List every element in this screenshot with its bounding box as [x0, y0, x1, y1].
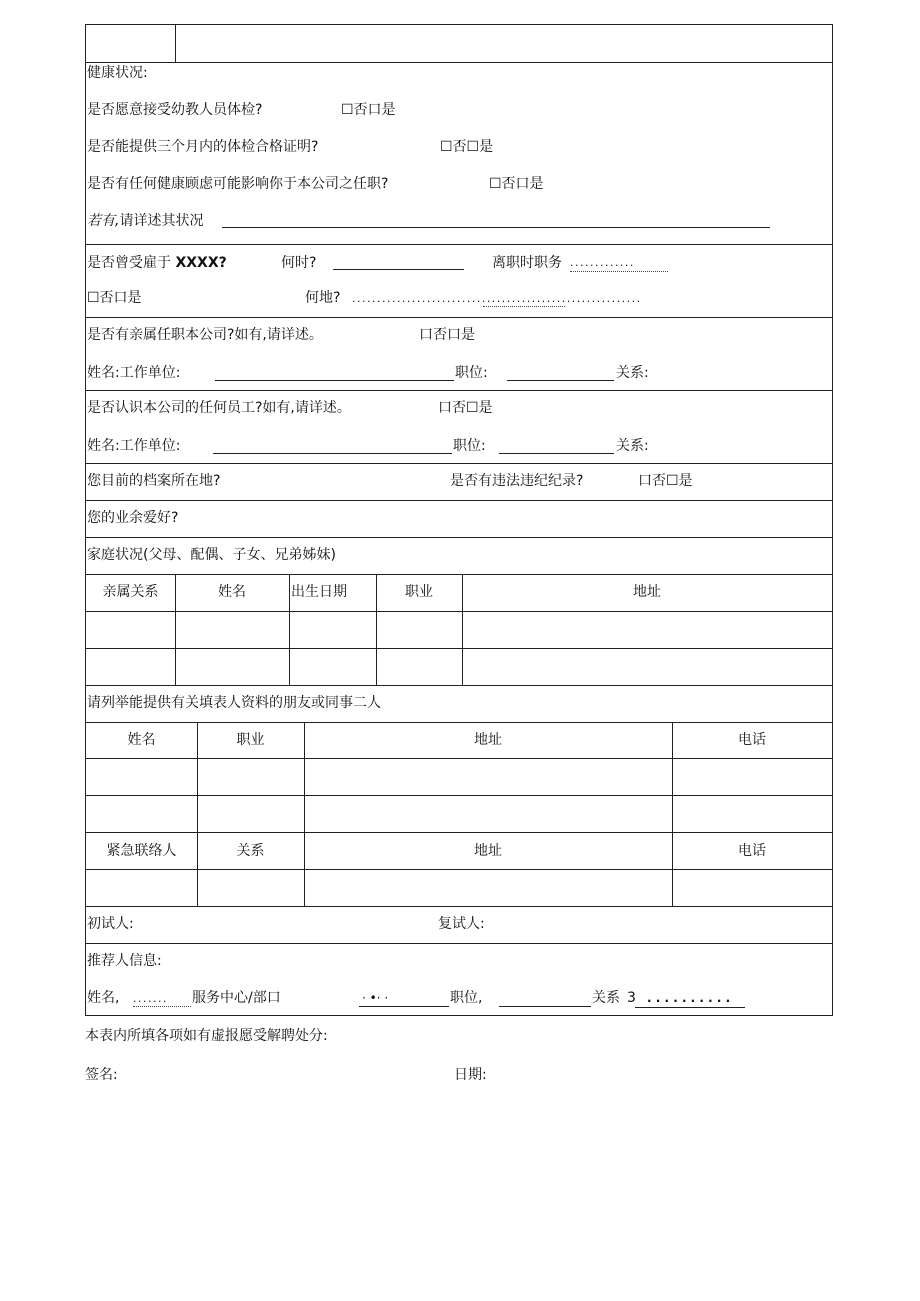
- row-divider: [86, 574, 832, 575]
- row-divider: [86, 317, 832, 318]
- health-detail-field[interactable]: [222, 227, 770, 228]
- row-divider: [86, 648, 832, 649]
- acquaintance-checkbox[interactable]: 口否☐是: [438, 400, 493, 416]
- row-divider: [86, 537, 832, 538]
- row-divider: [86, 244, 832, 245]
- health-q1-checkbox[interactable]: ☐否口是: [341, 102, 396, 118]
- col-divider: [197, 722, 198, 906]
- health-q2: 是否能提供三个月内的体检合格证明?: [87, 139, 319, 155]
- family-header-address: 地址: [633, 584, 661, 600]
- employment-company: XXXX?: [175, 255, 227, 271]
- family-title: 家庭状况(父母、配偶、子女、兄弟姊妹): [87, 547, 336, 563]
- referrer-name-label: 姓名,: [87, 990, 120, 1006]
- referrer-position-label: 职位,: [450, 990, 483, 1006]
- col-divider: [175, 25, 176, 62]
- row-divider: [86, 611, 832, 612]
- acquaintance-unit-field[interactable]: [213, 453, 452, 454]
- employment-position-label: 离职时职务: [492, 255, 562, 271]
- employment-checkbox[interactable]: ☐否口是: [87, 290, 142, 306]
- family-header-occupation: 职业: [405, 584, 433, 600]
- employment-question: [87, 254, 227, 272]
- referrer-relation-label: 关系: [592, 990, 620, 1006]
- employment-where-label: 何地?: [305, 290, 341, 306]
- first-interviewer-label: 初试人:: [87, 916, 134, 932]
- row-divider: [86, 500, 832, 501]
- date-label: 日期:: [454, 1067, 487, 1083]
- emergency-header-phone: 电话: [738, 843, 766, 859]
- referrer-relation-field[interactable]: [635, 1007, 745, 1008]
- family-header-relation: 亲属关系: [102, 584, 159, 600]
- health-detail-label: [87, 212, 203, 230]
- health-detail-prefix: 若有,: [87, 213, 120, 229]
- relatives-name-unit-label: 姓名:工作单位:: [87, 365, 181, 381]
- record-question: 是否有违法违纪纪录?: [450, 473, 584, 489]
- emergency-header-relation: 关系: [236, 843, 265, 859]
- record-checkbox[interactable]: 口否☐是: [638, 473, 693, 489]
- employment-q-prefix: 是否曾受雇于: [87, 255, 171, 271]
- referrer-dept-label: 服务中心/部口: [192, 990, 281, 1006]
- references-header-address: 地址: [474, 732, 502, 748]
- signature-label: 签名:: [85, 1067, 118, 1083]
- hobby-question: 您的业余爱好?: [87, 510, 179, 526]
- referrer-label: 推荐人信息:: [87, 953, 162, 969]
- employment-where-field[interactable]: [483, 306, 565, 307]
- referrer-relation-value: 3: [627, 990, 636, 1006]
- employment-position-field[interactable]: [570, 271, 668, 272]
- row-divider: [86, 906, 832, 907]
- referrer-dept-field[interactable]: [359, 1006, 449, 1007]
- family-header-birthdate: 出生日期: [291, 584, 347, 600]
- relatives-question: 是否有亲属任职本公司?如有,请详述。: [87, 327, 323, 343]
- employment-when-label: 何时?: [281, 255, 317, 271]
- health-q3: 是否有任何健康顾虑可能影响你于本公司之任职?: [87, 176, 389, 192]
- emergency-header-contact: 紧急联络人: [106, 843, 177, 859]
- employment-position-dots: . . . . . . . . . . . . .: [570, 256, 633, 269]
- relatives-relation-label: 关系:: [616, 365, 649, 381]
- relatives-position-field[interactable]: [507, 380, 614, 381]
- col-divider: [672, 722, 673, 906]
- referrer-name-field[interactable]: [133, 1006, 191, 1007]
- second-interviewer-label: 复试人:: [438, 916, 485, 932]
- employment-when-field[interactable]: [333, 269, 464, 270]
- references-header-phone: 电话: [738, 732, 766, 748]
- declaration-text: 本表内所填各项如有虚报愿受解聘处分:: [85, 1028, 328, 1044]
- acquaintance-position-label: 职位:: [453, 438, 486, 454]
- relatives-checkbox[interactable]: 口否口是: [419, 327, 475, 343]
- family-header-name: 姓名: [218, 584, 246, 600]
- archive-question: 您目前的档案所在地?: [87, 473, 221, 489]
- acquaintance-question: 是否认识本公司的任何员工?如有,请详述。: [87, 400, 351, 416]
- acquaintance-name-unit-label: 姓名:工作单位:: [87, 438, 181, 454]
- relatives-unit-field[interactable]: [215, 380, 454, 381]
- emergency-header-address: 地址: [474, 843, 502, 859]
- row-divider: [86, 685, 832, 686]
- row-divider: [86, 943, 832, 944]
- employment-where-dots: . . . . . . . . . . . . . . . . . . . . . . . . . . . . . . . . . . . . . . . . . . . . . . . . . . . . . . . . . .: [352, 292, 640, 305]
- health-label: 健康状况:: [87, 65, 148, 81]
- row-divider: [86, 62, 832, 63]
- health-q2-checkbox[interactable]: ☐否☐是: [440, 139, 494, 155]
- col-divider: [289, 574, 290, 685]
- acquaintance-position-field[interactable]: [499, 453, 614, 454]
- row-divider: [86, 463, 832, 464]
- row-divider: [86, 390, 832, 391]
- references-header-occupation: 职业: [236, 732, 265, 748]
- references-title: 请列举能提供有关填表人资料的朋友或同事二人: [87, 695, 381, 711]
- referrer-relation-dots: . . . . . . . . . .: [647, 991, 731, 1005]
- referrer-position-dots: · •· ·: [362, 991, 389, 1005]
- acquaintance-relation-label: 关系:: [616, 438, 649, 454]
- relatives-position-label: 职位:: [455, 365, 488, 381]
- referrer-name-dots: . . . . . . .: [133, 992, 166, 1005]
- health-q3-checkbox[interactable]: ☐否口是: [489, 176, 544, 192]
- health-q1: 是否愿意接受幼教人员体检?: [87, 102, 263, 118]
- health-detail-text: 请详述其状况: [119, 213, 204, 229]
- col-divider: [304, 722, 305, 906]
- referrer-position-field[interactable]: [499, 1006, 591, 1007]
- application-form-table: [85, 24, 833, 1016]
- references-header-name: 姓名: [127, 732, 156, 748]
